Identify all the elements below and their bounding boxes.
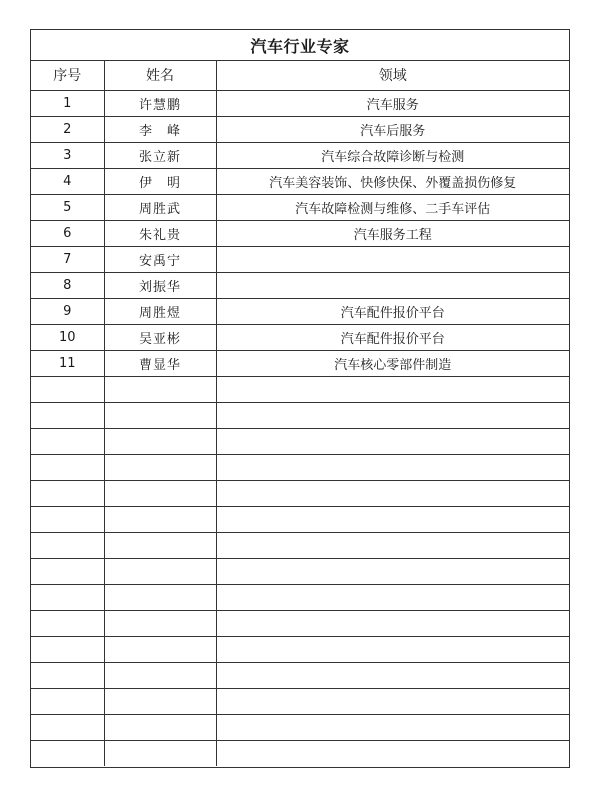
table-row — [31, 168, 569, 194]
cell-field — [216, 376, 569, 402]
cell-field — [216, 714, 569, 740]
table-row — [31, 272, 569, 298]
cell-name: 周胜武 — [104, 194, 216, 220]
cell-no: 3 — [31, 142, 104, 168]
empty-table-row — [31, 610, 569, 636]
cell-name: 伊 明 — [104, 168, 216, 194]
cell-field — [216, 740, 569, 766]
cell-name: 刘振华 — [104, 272, 216, 298]
table-row — [31, 246, 569, 272]
empty-table-row — [31, 480, 569, 506]
cell-field: 汽车故障检测与维修、二手车评估 — [216, 194, 569, 220]
cell-field: 汽车美容装饰、快修快保、外覆盖损伤修复 — [216, 168, 569, 194]
cell-field: 汽车后服务 — [216, 116, 569, 142]
cell-name: 曹显华 — [104, 350, 216, 376]
table-row — [31, 298, 569, 324]
table-row — [31, 142, 569, 168]
cell-field — [216, 610, 569, 636]
cell-field — [216, 662, 569, 688]
empty-table-row — [31, 662, 569, 688]
header-no: 序号 — [31, 61, 104, 90]
cell-name — [104, 376, 216, 402]
header-row — [31, 61, 569, 90]
empty-table-row — [31, 506, 569, 532]
cell-no: 5 — [31, 194, 104, 220]
empty-table-row — [31, 532, 569, 558]
cell-field: 汽车服务工程 — [216, 220, 569, 246]
cell-name — [104, 740, 216, 766]
cell-field: 汽车核心零部件制造 — [216, 350, 569, 376]
table-row — [31, 350, 569, 376]
cell-no — [31, 454, 104, 480]
empty-table-row — [31, 688, 569, 714]
cell-no — [31, 428, 104, 454]
cell-no: 1 — [31, 90, 104, 116]
cell-name: 吴亚彬 — [104, 324, 216, 350]
empty-table-row — [31, 558, 569, 584]
cell-no: 9 — [31, 298, 104, 324]
cell-field — [216, 246, 569, 272]
cell-name — [104, 688, 216, 714]
empty-table-row — [31, 636, 569, 662]
cell-no: 10 — [31, 324, 104, 350]
empty-table-row — [31, 376, 569, 402]
cell-no — [31, 506, 104, 532]
cell-field: 汽车服务 — [216, 90, 569, 116]
cell-field — [216, 636, 569, 662]
cell-field: 汽车配件报价平台 — [216, 298, 569, 324]
cell-field — [216, 584, 569, 610]
cell-name — [104, 506, 216, 532]
cell-field — [216, 480, 569, 506]
header-name: 姓名 — [104, 61, 216, 90]
table-row — [31, 324, 569, 350]
cell-field: 汽车配件报价平台 — [216, 324, 569, 350]
cell-no — [31, 714, 104, 740]
expert-table-sheet — [30, 29, 570, 768]
empty-table-row — [31, 740, 569, 766]
empty-table-row — [31, 714, 569, 740]
empty-table-row — [31, 428, 569, 454]
cell-field — [216, 688, 569, 714]
cell-no — [31, 636, 104, 662]
cell-name — [104, 532, 216, 558]
cell-name — [104, 610, 216, 636]
cell-name: 安禹宁 — [104, 246, 216, 272]
cell-no: 4 — [31, 168, 104, 194]
cell-name — [104, 558, 216, 584]
cell-no — [31, 584, 104, 610]
cell-name — [104, 636, 216, 662]
cell-name: 张立新 — [104, 142, 216, 168]
cell-no — [31, 402, 104, 428]
table-row — [31, 194, 569, 220]
table-body — [31, 90, 569, 766]
cell-field — [216, 532, 569, 558]
empty-table-row — [31, 402, 569, 428]
cell-no: 7 — [31, 246, 104, 272]
header-field: 领域 — [216, 61, 569, 90]
cell-name: 李 峰 — [104, 116, 216, 142]
cell-field: 汽车综合故障诊断与检测 — [216, 142, 569, 168]
cell-name: 周胜煜 — [104, 298, 216, 324]
cell-no — [31, 662, 104, 688]
cell-no — [31, 480, 104, 506]
cell-field — [216, 272, 569, 298]
cell-name — [104, 428, 216, 454]
cell-field — [216, 428, 569, 454]
table-row — [31, 116, 569, 142]
cell-field — [216, 402, 569, 428]
cell-no — [31, 532, 104, 558]
table-row — [31, 90, 569, 116]
empty-table-row — [31, 584, 569, 610]
cell-name — [104, 662, 216, 688]
cell-name — [104, 402, 216, 428]
cell-no — [31, 688, 104, 714]
cell-name — [104, 714, 216, 740]
cell-no — [31, 740, 104, 766]
cell-field — [216, 506, 569, 532]
cell-no — [31, 558, 104, 584]
cell-no: 6 — [31, 220, 104, 246]
cell-name — [104, 584, 216, 610]
expert-table — [31, 61, 569, 766]
cell-name: 许慧鹏 — [104, 90, 216, 116]
cell-name: 朱礼贵 — [104, 220, 216, 246]
cell-no: 8 — [31, 272, 104, 298]
cell-no: 2 — [31, 116, 104, 142]
table-title: 汽车行业专家 — [31, 30, 569, 61]
cell-name — [104, 480, 216, 506]
cell-no — [31, 610, 104, 636]
cell-field — [216, 454, 569, 480]
cell-no: 11 — [31, 350, 104, 376]
cell-field — [216, 558, 569, 584]
cell-no — [31, 376, 104, 402]
table-row — [31, 220, 569, 246]
empty-table-row — [31, 454, 569, 480]
cell-name — [104, 454, 216, 480]
